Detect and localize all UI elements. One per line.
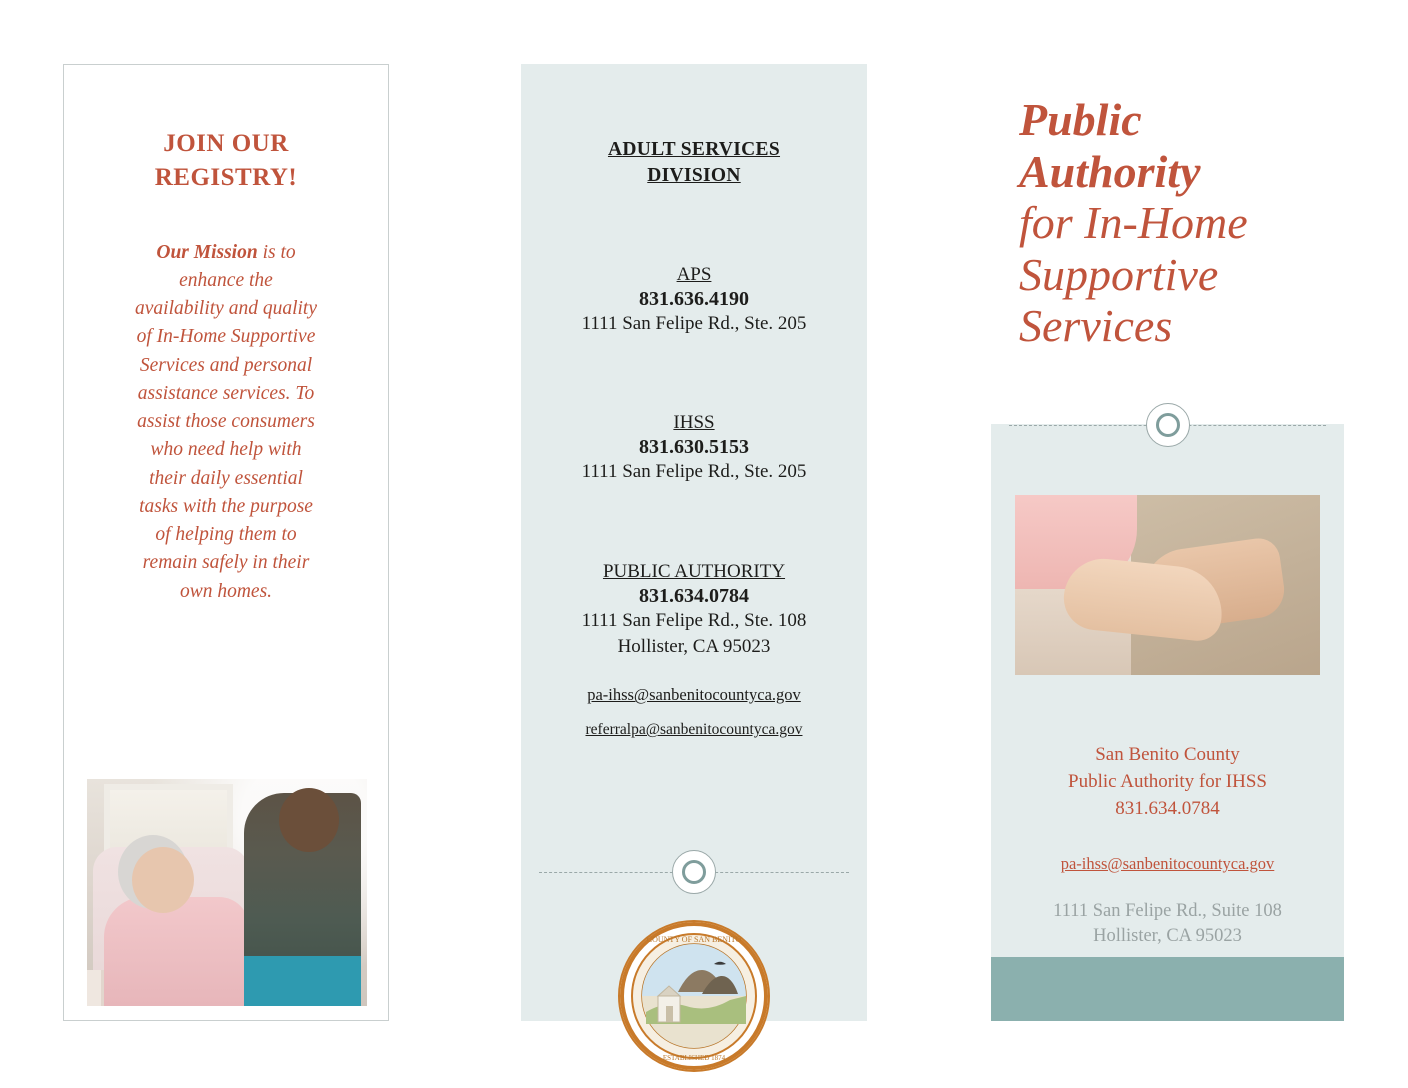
cover-contact-line1: San Benito County <box>1095 744 1240 765</box>
public-authority-address-line1: 1111 San Felipe Rd., Ste. 108 <box>581 610 807 631</box>
holding-hands-photo <box>1015 495 1320 675</box>
contact-block-ihss <box>521 412 867 485</box>
panel-adult-services-division <box>521 64 867 1062</box>
adult-services-heading <box>521 137 867 190</box>
cover-title <box>991 64 1344 352</box>
dashed-divider-middle <box>521 850 867 894</box>
public-authority-phone[interactable]: 831.634.0784 <box>639 585 749 607</box>
cover-address-line1: 1111 San Felipe Rd., Suite 108 <box>1053 901 1282 921</box>
ring-ornament-icon <box>672 850 716 894</box>
cover-title-line1: Public <box>1019 94 1142 145</box>
mission-statement <box>135 239 317 606</box>
cover-contact-block <box>991 742 1344 823</box>
aps-label: APS <box>676 263 712 285</box>
county-seal-icon <box>618 920 770 1072</box>
cover-contact-phone[interactable]: 831.634.0784 <box>1115 797 1220 819</box>
email-link-primary[interactable]: pa-ihss@sanbenitocountyca.gov <box>587 685 801 705</box>
cover-contact-line2: Public Authority for IHSS <box>1068 770 1267 792</box>
contact-block-aps <box>521 264 867 337</box>
ihss-phone[interactable]: 831.630.5153 <box>639 436 749 459</box>
ihss-label: IHSS <box>673 412 715 434</box>
cover-address <box>991 899 1344 949</box>
cover-title-line5: Services <box>1019 300 1173 352</box>
cover-email-link[interactable]: pa-ihss@sanbenitocountyca.gov <box>1060 854 1275 873</box>
dashed-divider-cover <box>991 403 1344 447</box>
cover-footer-bar <box>991 957 1344 1021</box>
panel-cover <box>991 64 1344 1021</box>
cover-title-line2: Authority <box>1019 145 1201 197</box>
aps-address-line1: 1111 San Felipe Rd., Ste. 205 <box>581 312 807 334</box>
svg-text:ESTABLISHED 1874: ESTABLISHED 1874 <box>662 1054 726 1062</box>
join-registry-title <box>64 127 388 195</box>
ihss-address-line1: 1111 San Felipe Rd., Ste. 205 <box>581 461 807 483</box>
cover-address-line2: Hollister, CA 95023 <box>1093 925 1242 946</box>
public-authority-address-line2: Hollister, CA 95023 <box>617 635 771 657</box>
adult-services-heading-line1: ADULT SERVICES <box>607 139 781 160</box>
join-registry-title-line1: JOIN OUR <box>163 130 289 157</box>
cover-title-line3: for In-Home <box>1019 197 1248 249</box>
aps-phone[interactable]: 831.636.4190 <box>639 287 749 310</box>
join-registry-title-line2: REGISTRY! <box>154 163 298 191</box>
panel-join-our-registry <box>63 64 389 1021</box>
contact-block-public-authority <box>521 561 867 659</box>
caregiver-and-senior-photo <box>87 779 367 1006</box>
mission-text: is to enhance the availability and quality of In-Home Supportive Services and personal assistance services. To assist those consumers who need help with their daily essential tasks with the purpose of helping them to remain safely in their own homes. <box>135 241 317 602</box>
email-link-secondary[interactable]: referralpa@sanbenitocountyca.gov <box>585 721 803 739</box>
adult-services-heading-line2: DIVISION <box>647 165 741 187</box>
svg-text:COUNTY OF SAN BENITO: COUNTY OF SAN BENITO <box>646 935 742 944</box>
public-authority-label: PUBLIC AUTHORITY <box>602 561 786 582</box>
ring-ornament-icon <box>1146 403 1190 447</box>
mission-label: Our Mission <box>156 241 258 263</box>
cover-title-line4: Supportive <box>1019 248 1219 300</box>
